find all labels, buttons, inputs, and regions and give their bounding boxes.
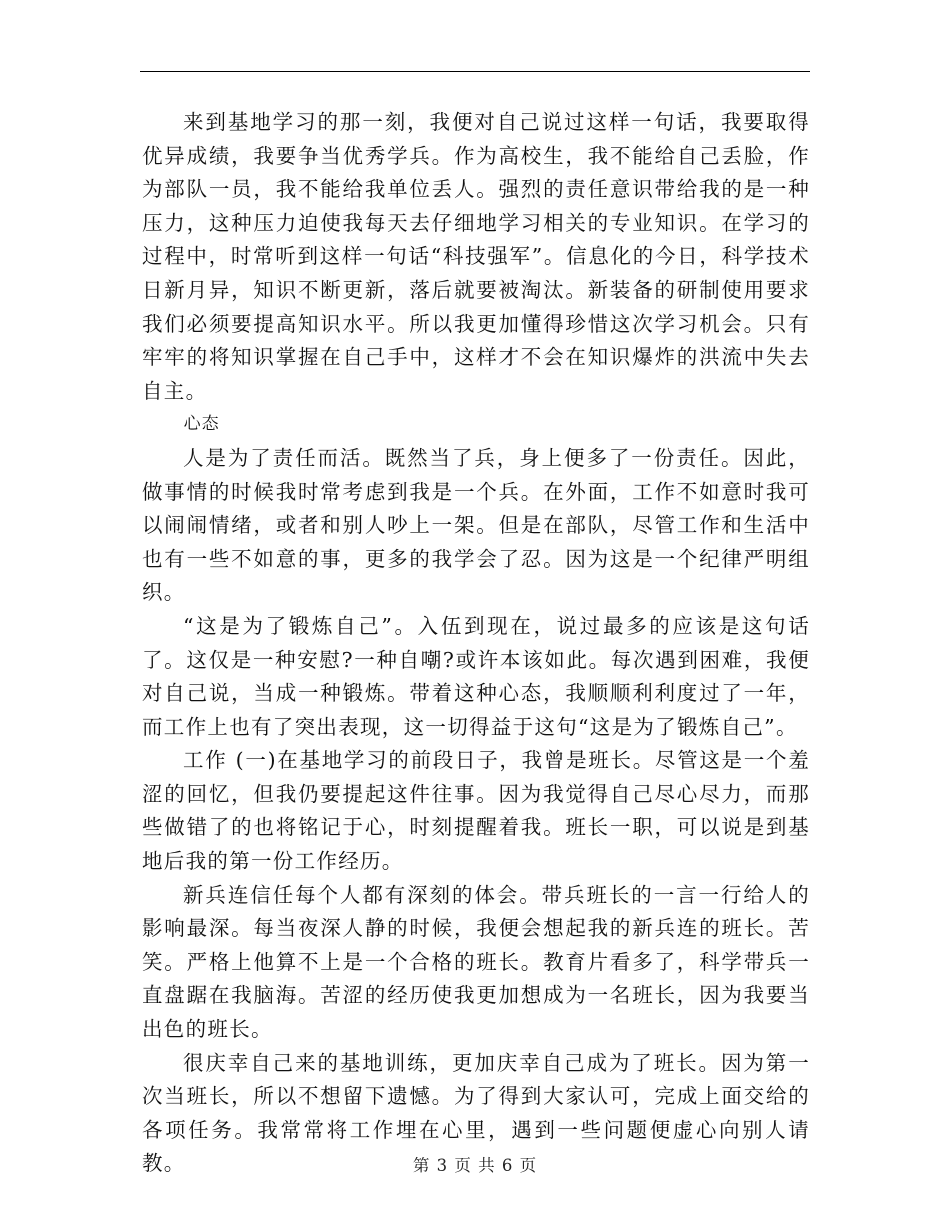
document-body	[142, 106, 810, 1181]
paragraph-responsibility: 人是为了责任而活。既然当了兵，身上便多了一份责任。因此，做事情的时候我时常考虑到我是一个兵。在外面，工作不如意时我可以闹闹情绪，或者和别人吵上一架。但是在部队，尽管工作和生活中也有一些不如意的事，更多的我学会了忍。因为这是一个纪律严明组织。	[142, 445, 810, 605]
page-number-footer: 第 3 页 共 6 页	[412, 1156, 538, 1175]
header-rule	[140, 71, 810, 72]
section-heading-mindset: 心态	[183, 414, 220, 435]
paragraph-self-training: “这是为了锻炼自己”。入伍到现在，说过最多的应该是这句话了。这仅是一种安慰?一种自嘲?或许本该如此。每次遇到困难，我便对自己说，当成一种锻炼。带着这种心态，我顺顺利利度过了一年，而工作上也有了突出表现，这一切得益于这句“这是为了锻炼自己”。	[142, 613, 810, 739]
paragraph-base-training: 很庆幸自己来的基地训练，更加庆幸自己成为了班长。因为第一次当班长，所以不想留下遗憾。为了得到大家认可，完成上面交给的各项任务。我常常将工作埋在心里，遇到一些问题便虚心向别人请教。	[142, 1050, 810, 1176]
paragraph-work-squad-leader: 工作 (一)在基地学习的前段日子，我曾是班长。尽管这是一个羞涩的回忆，但我仍要提起这件往事。因为我觉得自己尽心尽力，而那些做错了的也将铭记于心，时刻提醒着我。班长一职，可以说是到基地后我的第一份工作经历。	[142, 748, 810, 874]
paragraph-study: 来到基地学习的那一刻，我便对自己说过这样一句话，我要取得优异成绩，我要争当优秀学兵。作为高校生，我不能给自己丢脸，作为部队一员，我不能给我单位丢人。强烈的责任意识带给我的是一种压力，这种压力迫使我每天去仔细地学习相关的专业知识。在学习的过程中，时常听到这样一句话“科技强军”。信息化的今日，科学技术日新月异，知识不断更新，落后就要被淘汰。新装备的研制使用要求我们必须要提高知识水平。所以我更加懂得珍惜这次学习机会。只有牢牢的将知识掌握在自己手中，这样才不会在知识爆炸的洪流中失去自主。	[142, 110, 810, 403]
paragraph-recruit-company: 新兵连信任每个人都有深刻的体会。带兵班长的一言一行给人的影响最深。每当夜深人静的时候，我便会想起我的新兵连的班长。苦笑。严格上他算不上是一个合格的班长。教育片看多了，科学带兵一直盘踞在我脑海。苦涩的经历使我更加想成为一名班长，因为我要当出色的班长。	[142, 882, 810, 1042]
